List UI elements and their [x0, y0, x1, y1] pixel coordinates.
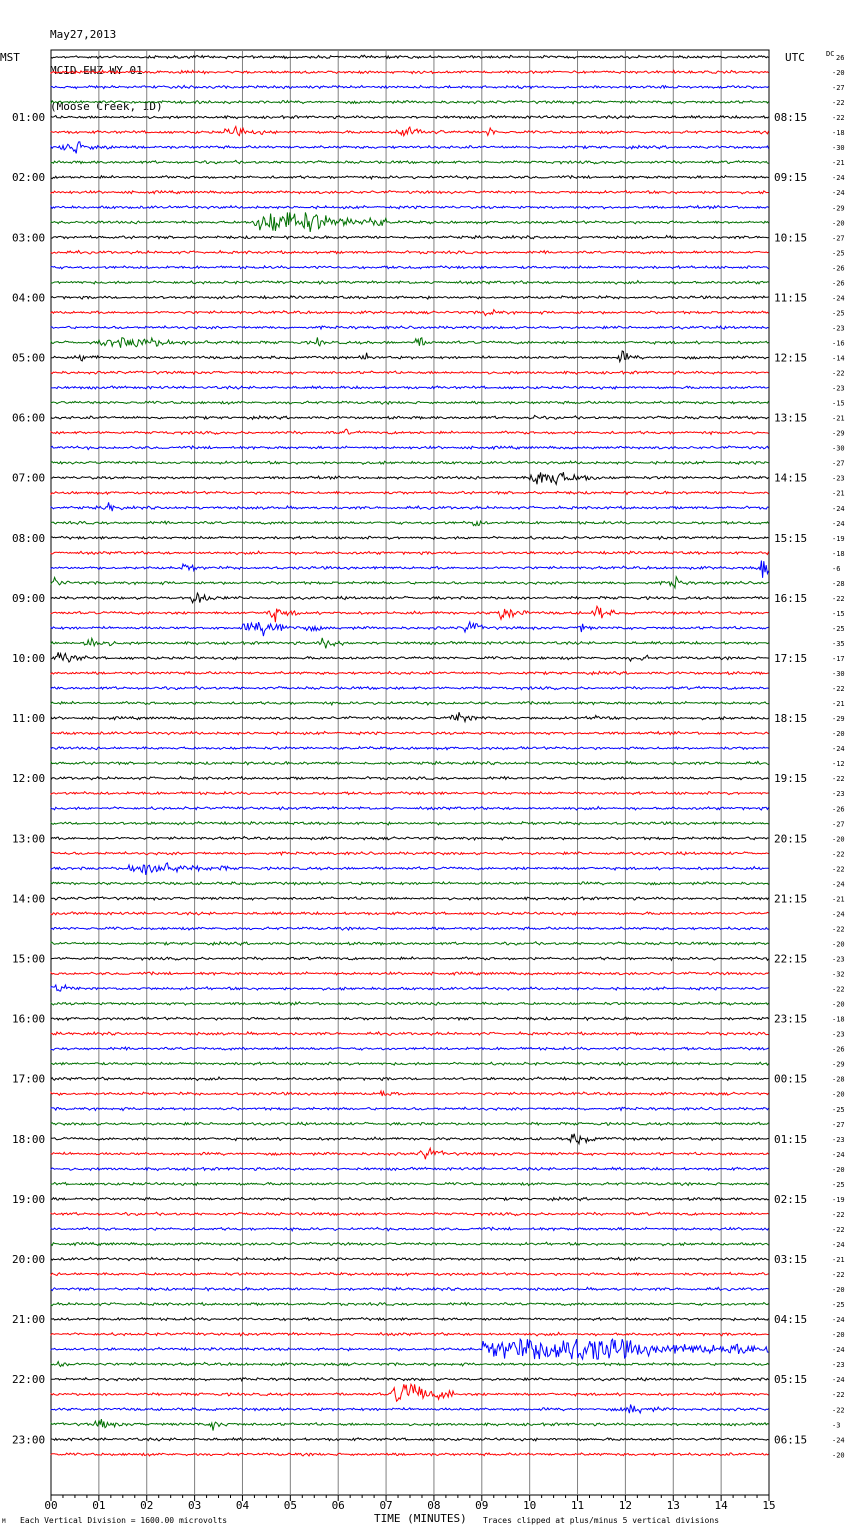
- trace-black: [51, 652, 769, 662]
- trace-blue: [51, 807, 769, 811]
- x-tick-label: 04: [235, 1499, 250, 1512]
- dc-offset-value: -20: [832, 1451, 845, 1460]
- x-tick-label: 13: [666, 1499, 680, 1512]
- right-hour-label: 16:15: [774, 591, 808, 605]
- trace-black: [51, 1257, 769, 1260]
- dc-offset-value: -27: [832, 820, 845, 829]
- dc-offset-value: -20: [832, 1000, 845, 1009]
- trace-red: [51, 606, 769, 622]
- dc-offset-value: -26: [832, 1045, 845, 1054]
- right-hour-label: 14:15: [774, 471, 808, 485]
- trace-black: [51, 777, 769, 780]
- dc-offset-value: -26: [832, 805, 845, 814]
- trace-green: [51, 1242, 769, 1246]
- right-hour-label: 12:15: [774, 351, 808, 365]
- trace-blue: [51, 1047, 769, 1050]
- x-axis-title: TIME (MINUTES): [374, 1512, 467, 1525]
- trace-red: [51, 671, 769, 674]
- dc-offset-value: -20: [832, 940, 845, 949]
- trace-red: [51, 491, 769, 494]
- dc-offset-value: -12: [832, 760, 845, 769]
- dc-offset-value: -24: [832, 294, 845, 303]
- trace-black: [51, 1077, 769, 1081]
- dc-offset-value: -15: [832, 609, 845, 618]
- x-tick-label: 12: [618, 1499, 633, 1512]
- trace-black: [51, 55, 769, 59]
- trace-red: [51, 429, 769, 434]
- dc-offset-value: -29: [832, 429, 845, 438]
- trace-green: [51, 101, 769, 104]
- dc-offset-value: -30: [832, 670, 845, 679]
- dc-offset-value: -20: [832, 1090, 845, 1099]
- dc-offset-value: -23: [832, 324, 845, 333]
- dc-offset-value: -21: [832, 700, 845, 709]
- right-hour-label: 13:15: [774, 411, 808, 425]
- left-hour-label: 10:00: [12, 652, 46, 665]
- left-hour-label: 02:00: [12, 171, 46, 185]
- trace-black: [51, 1378, 769, 1381]
- x-tick-label: 10: [523, 1499, 537, 1512]
- right-hour-label: 21:15: [774, 892, 808, 906]
- trace-green: [51, 577, 769, 588]
- left-hour-label: 07:00: [12, 471, 46, 485]
- trace-black: [51, 1134, 769, 1144]
- dc-offset-value: -20: [832, 1165, 845, 1174]
- trace-green: [51, 1362, 769, 1367]
- dc-offset-value: -21: [832, 489, 845, 498]
- footer-left-note: Each Vertical Division = 1600.00 microvolts: [20, 1516, 228, 1525]
- left-hour-label: 14:00: [12, 892, 46, 906]
- left-hour-label: 04:00: [12, 291, 46, 305]
- right-hour-label: 23:15: [774, 1012, 808, 1026]
- dc-offset-value: -16: [832, 339, 845, 348]
- dc-offset-value: -23: [832, 790, 845, 799]
- dc-offset-value: -14: [832, 354, 845, 363]
- trace-red: [51, 191, 769, 194]
- trace-blue: [51, 1167, 769, 1170]
- trace-blue: [51, 206, 769, 209]
- trace-green: [51, 160, 769, 163]
- trace-red: [51, 792, 769, 795]
- dc-offset-value: -23: [832, 474, 845, 483]
- left-hour-label: 18:00: [12, 1132, 46, 1146]
- x-tick-label: 11: [570, 1499, 585, 1512]
- trace-red: [51, 251, 769, 254]
- dc-offset-value: -17: [832, 655, 845, 663]
- x-tick-label: 03: [187, 1499, 202, 1512]
- x-tick-label: 06: [331, 1499, 345, 1512]
- trace-green: [51, 702, 769, 705]
- header-station: MCID EHZ WY 01: [50, 64, 143, 77]
- right-hour-label: 15:15: [774, 531, 808, 545]
- trace-blue: [51, 985, 769, 991]
- footer-right-note: Traces clipped at plus/minus 5 vertical divisions: [483, 1516, 720, 1525]
- right-hour-label: 17:15: [774, 652, 808, 665]
- dc-offset-value: -23: [832, 384, 845, 393]
- dc-offset-value: -20: [832, 835, 845, 844]
- dc-offset-value: -22: [832, 369, 845, 378]
- dc-offset-value: -35: [832, 639, 845, 648]
- dc-offset-value: -20: [832, 69, 845, 78]
- right-hour-label: 06:15: [774, 1433, 808, 1447]
- trace-red: [51, 972, 769, 975]
- dc-offset-value: -22: [832, 1271, 845, 1280]
- dc-offset-value: -26: [832, 279, 845, 288]
- right-hour-label: 01:15: [774, 1132, 808, 1146]
- trace-blue: [51, 863, 769, 875]
- dc-offset-value: -20: [832, 1331, 845, 1340]
- trace-black: [51, 897, 769, 900]
- trace-green: [51, 882, 769, 885]
- dc-offset-value: -18: [832, 129, 845, 138]
- trace-black: [51, 1197, 769, 1200]
- trace-blue: [51, 561, 769, 578]
- right-hour-label: 00:15: [774, 1072, 808, 1086]
- trace-green: [51, 638, 769, 649]
- dc-offset-value: -19: [832, 534, 845, 543]
- dc-offset-value: -22: [832, 925, 845, 934]
- left-hour-label: 21:00: [12, 1313, 46, 1327]
- right-hour-label: 22:15: [774, 952, 808, 966]
- trace-red: [51, 1032, 769, 1035]
- trace-blue: [51, 747, 769, 750]
- trace-green: [51, 942, 769, 946]
- dc-offset-value: -22: [832, 850, 845, 859]
- x-tick-label: 02: [140, 1499, 154, 1512]
- dc-offset-value: -25: [832, 1180, 845, 1189]
- dc-offset-value: -24: [832, 189, 845, 198]
- trace-black: [51, 1438, 769, 1441]
- x-tick-label: 07: [379, 1499, 393, 1512]
- right-hour-label: 09:15: [774, 171, 808, 185]
- trace-green: [51, 281, 769, 285]
- x-tick-label: 09: [475, 1499, 489, 1512]
- trace-black: [51, 236, 769, 239]
- trace-black: [51, 593, 769, 603]
- dc-offset-value: -29: [832, 715, 845, 724]
- trace-blue: [51, 927, 769, 930]
- trace-red: [51, 551, 769, 555]
- trace-blue: [51, 1339, 769, 1359]
- trace-blue: [51, 446, 769, 450]
- trace-red: [51, 70, 769, 73]
- trace-green: [51, 1302, 769, 1305]
- dc-offset-value: -26: [832, 264, 845, 273]
- dc-offset-value: -18: [832, 549, 845, 558]
- trace-red: [51, 1332, 769, 1336]
- dc-offset-value: -22: [832, 594, 845, 603]
- left-hour-label: 08:00: [12, 531, 46, 545]
- dc-offset-value: -22: [832, 1391, 845, 1400]
- x-tick-label: 01: [92, 1499, 106, 1512]
- right-hour-label: 20:15: [774, 832, 808, 846]
- trace-red: [51, 1453, 769, 1456]
- right-hour-label: 18:15: [774, 712, 808, 726]
- trace-green: [51, 401, 769, 404]
- trace-red: [51, 1384, 769, 1401]
- dc-offset-value: -24: [832, 1376, 845, 1385]
- dc-offset-value: -30: [832, 144, 845, 153]
- trace-blue: [51, 326, 769, 329]
- dc-offset-value: -25: [832, 249, 845, 258]
- dc-offset-value: -24: [832, 1346, 845, 1355]
- dc-offset-value: -22: [832, 1225, 845, 1234]
- x-tick-label: 15: [762, 1499, 776, 1512]
- trace-black: [51, 176, 769, 179]
- dc-offset-value: -27: [832, 234, 845, 243]
- left-hour-label: 22:00: [12, 1373, 46, 1387]
- dc-offset-value: -27: [832, 459, 845, 468]
- trace-green: [51, 1122, 769, 1125]
- trace-blue: [51, 386, 769, 389]
- trace-black: [51, 116, 769, 119]
- trace-red: [51, 1148, 769, 1159]
- dc-offset-value: -22: [832, 1406, 845, 1415]
- trace-green: [51, 822, 769, 825]
- dc-offset-value: -28: [832, 579, 845, 588]
- trace-green: [51, 761, 769, 764]
- dc-offset-value: -24: [832, 910, 845, 919]
- left-hour-label: 03:00: [12, 231, 46, 245]
- dc-offset-value: -29: [832, 204, 845, 213]
- dc-offset-value: -29: [832, 1060, 845, 1069]
- trace-red: [51, 310, 769, 316]
- right-hour-label: 19:15: [774, 772, 808, 786]
- trace-blue: [51, 502, 769, 511]
- dc-offset-value: -24: [832, 504, 845, 513]
- trace-red: [51, 1272, 769, 1275]
- dc-offset-value: -22: [832, 865, 845, 874]
- dc-offset-value: -23: [832, 1030, 845, 1039]
- dc-offset-value: -22: [832, 114, 845, 123]
- trace-black: [51, 712, 769, 721]
- dc-offset-value: -24: [832, 174, 845, 183]
- right-timezone-label: UTC: [785, 51, 805, 64]
- left-hour-label: 12:00: [12, 772, 46, 786]
- dc-offset-value: -25: [832, 624, 845, 633]
- trace-black: [51, 296, 769, 299]
- trace-green: [51, 1419, 769, 1431]
- trace-red: [51, 912, 769, 915]
- left-hour-label: 01:00: [12, 111, 46, 125]
- dc-offset-value: -6: [832, 564, 841, 573]
- right-hour-label: 05:15: [774, 1373, 808, 1387]
- dc-offset-value: -25: [832, 309, 845, 318]
- trace-green: [51, 1182, 769, 1185]
- left-hour-label: 09:00: [12, 591, 46, 605]
- dc-offset-value: -20: [832, 1286, 845, 1295]
- dc-offset-value: -18: [832, 1015, 845, 1024]
- trace-red: [51, 127, 769, 136]
- right-hour-label: 04:15: [774, 1313, 808, 1327]
- dc-offset-value: -27: [832, 84, 845, 93]
- footer-mark: M: [2, 1518, 6, 1525]
- dc-offset-value: -22: [832, 775, 845, 784]
- dc-offset-value: -24: [832, 1240, 845, 1249]
- x-tick-label: 08: [427, 1499, 441, 1512]
- dc-offset-value: -15: [832, 399, 845, 408]
- dc-offset-value: -24: [832, 880, 845, 889]
- trace-green: [51, 337, 769, 347]
- trace-blue: [51, 1107, 769, 1110]
- trace-red: [51, 731, 769, 734]
- trace-red: [51, 371, 769, 374]
- trace-blue: [51, 85, 769, 88]
- left-hour-label: 19:00: [12, 1192, 46, 1206]
- dc-offset-value: -21: [832, 895, 845, 904]
- dc-offset-value: -32: [832, 970, 845, 979]
- dc-offset-value: -27: [832, 1120, 845, 1129]
- dc-offset-value: -25: [832, 1301, 845, 1310]
- trace-red: [51, 852, 769, 855]
- trace-black: [51, 1017, 769, 1020]
- dc-offset-value: -23: [832, 955, 845, 964]
- dc-label: DC: [826, 50, 835, 58]
- trace-black: [51, 1318, 769, 1321]
- dc-offset-value: -30: [832, 444, 845, 453]
- dc-offset-value: -25: [832, 1105, 845, 1114]
- trace-blue: [51, 142, 769, 154]
- trace-red: [51, 1212, 769, 1215]
- trace-red: [51, 1091, 769, 1096]
- right-hour-label: 10:15: [774, 231, 808, 245]
- left-hour-label: 06:00: [12, 411, 46, 425]
- dc-offset-value: -22: [832, 99, 845, 108]
- left-hour-label: 16:00: [12, 1012, 46, 1026]
- dc-offset-value: -23: [832, 1135, 845, 1144]
- left-hour-label: 20:00: [12, 1253, 46, 1266]
- trace-green: [51, 1002, 769, 1005]
- dc-offset-value: -3: [832, 1421, 841, 1430]
- left-hour-label: 11:00: [12, 712, 46, 726]
- x-tick-label: 14: [714, 1499, 728, 1512]
- header-location: (Moose Creek, ID): [50, 100, 163, 113]
- dc-offset-value: 26: [836, 54, 845, 62]
- left-hour-label: 17:00: [12, 1072, 46, 1086]
- dc-offset-value: -24: [832, 1150, 845, 1159]
- dc-offset-value: -20: [832, 730, 845, 739]
- trace-black: [51, 957, 769, 960]
- dc-offset-value: -21: [832, 414, 845, 423]
- trace-green: [51, 1062, 769, 1065]
- x-tick-label: 05: [283, 1499, 297, 1512]
- left-hour-label: 15:00: [12, 952, 46, 966]
- trace-blue: [51, 1405, 769, 1414]
- trace-black: [51, 837, 769, 841]
- right-hour-label: 08:15: [774, 111, 808, 125]
- right-hour-label: 11:15: [774, 291, 808, 305]
- trace-green: [51, 461, 769, 465]
- dc-offset-value: -21: [832, 1256, 845, 1264]
- dc-offset-value: -20: [832, 219, 845, 228]
- trace-blue: [51, 1227, 769, 1231]
- dc-offset-value: -22: [832, 685, 845, 694]
- dc-offset-value: -23: [832, 1361, 845, 1370]
- header-date: May27,2013: [50, 28, 117, 41]
- left-hour-label: 23:00: [12, 1433, 46, 1447]
- trace-black: [51, 536, 769, 539]
- dc-offset-value: -21: [832, 159, 845, 168]
- left-timezone-label: MST: [0, 51, 20, 64]
- dc-offset-value: -28: [832, 1075, 845, 1084]
- dc-offset-value: -24: [832, 1436, 845, 1445]
- dc-offset-value: -19: [832, 1195, 845, 1204]
- trace-green: [51, 212, 769, 232]
- dc-offset-value: -24: [832, 1316, 845, 1325]
- trace-black: [51, 472, 769, 484]
- right-hour-label: 02:15: [774, 1192, 808, 1206]
- left-hour-label: 13:00: [12, 832, 46, 846]
- trace-blue: [51, 686, 769, 689]
- right-hour-label: 03:15: [774, 1253, 808, 1266]
- trace-blue: [51, 266, 769, 269]
- dc-offset-value: -24: [832, 745, 845, 754]
- trace-black: [51, 415, 769, 419]
- left-hour-label: 05:00: [12, 351, 46, 365]
- trace-black: [51, 351, 769, 362]
- dc-offset-value: -22: [832, 1210, 845, 1219]
- dc-offset-value: -24: [832, 519, 845, 528]
- x-tick-label: 00: [44, 1499, 58, 1512]
- trace-blue: [51, 1287, 769, 1290]
- trace-green: [51, 521, 769, 526]
- trace-blue: [51, 622, 769, 636]
- dc-offset-value: -22: [832, 985, 845, 994]
